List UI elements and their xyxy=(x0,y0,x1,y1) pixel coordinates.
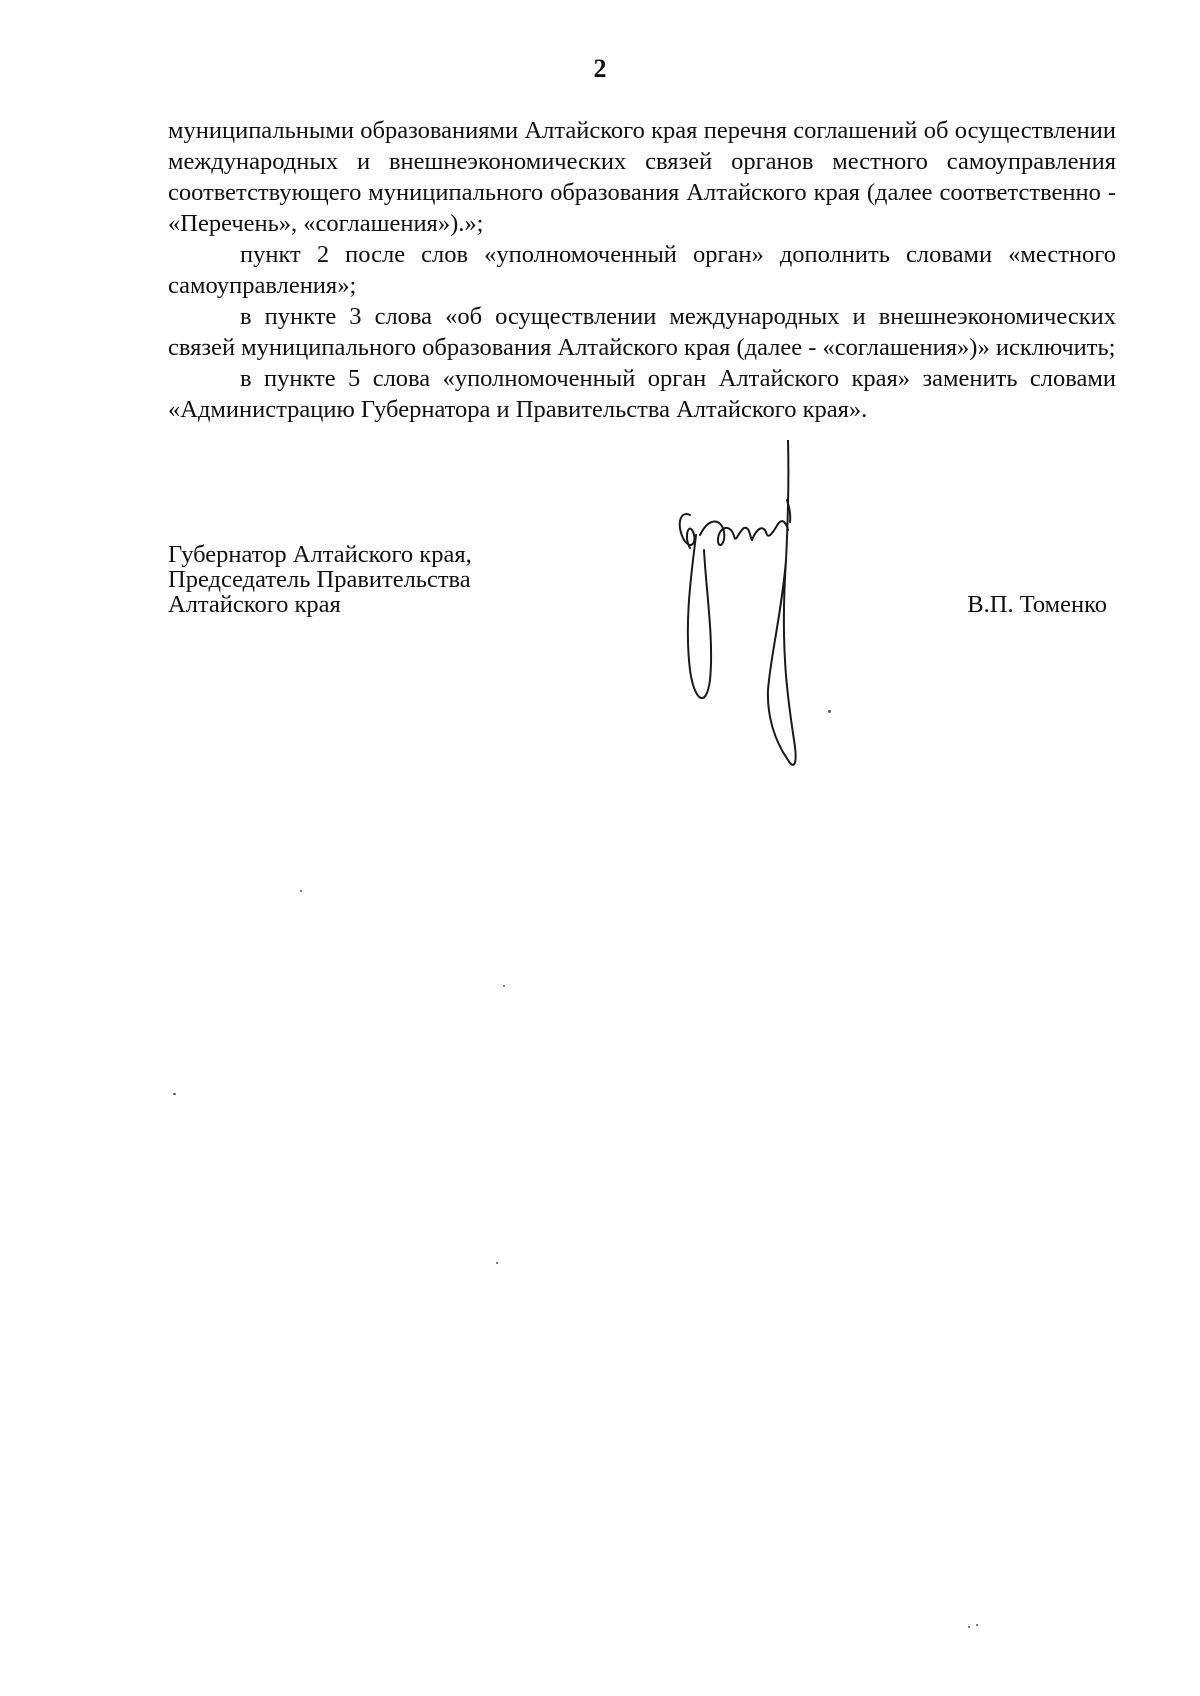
scan-speck xyxy=(968,1626,970,1628)
signatory-title-line-1: Губернатор Алтайского края, xyxy=(168,541,472,568)
signatory-title xyxy=(168,542,472,617)
scan-speck xyxy=(173,1093,176,1095)
scan-speck xyxy=(976,1624,978,1626)
paragraph-4: в пункте 5 слова «уполномоченный орган Алтайского края» заменить словами «Администрацию Губернатора и Правительства Алтайского края». xyxy=(168,365,1116,423)
paragraph-2: пункт 2 после слов «уполномоченный орган» дополнить словами «местного самоуправления»; xyxy=(168,241,1116,299)
handwritten-signature xyxy=(670,440,870,840)
paragraph-3: в пункте 3 слова «об осуществлении международных и внешнеэкономических связей муниципального образования Алтайского края (далее - «соглашения»)» исключить; xyxy=(168,303,1116,361)
scan-speck xyxy=(300,890,302,892)
document-body xyxy=(168,115,1116,425)
paragraph-1: муниципальными образованиями Алтайского края перечня соглашений об осуществлении международных и внешнеэкономических связей органов местного самоуправления соответствующего муниципального образования Алтайского края (далее соответственно - «Перечень», «соглашения»).»; xyxy=(168,117,1116,237)
scan-speck xyxy=(503,985,505,987)
signatory-name: В.П. Томенко xyxy=(967,591,1107,618)
page-number: 2 xyxy=(593,54,607,83)
signatory-title-line-2: Председатель Правительства xyxy=(168,566,471,593)
signatory-title-line-3: Алтайского края xyxy=(168,591,341,618)
scan-speck xyxy=(496,1262,498,1264)
scan-speck xyxy=(828,710,831,713)
